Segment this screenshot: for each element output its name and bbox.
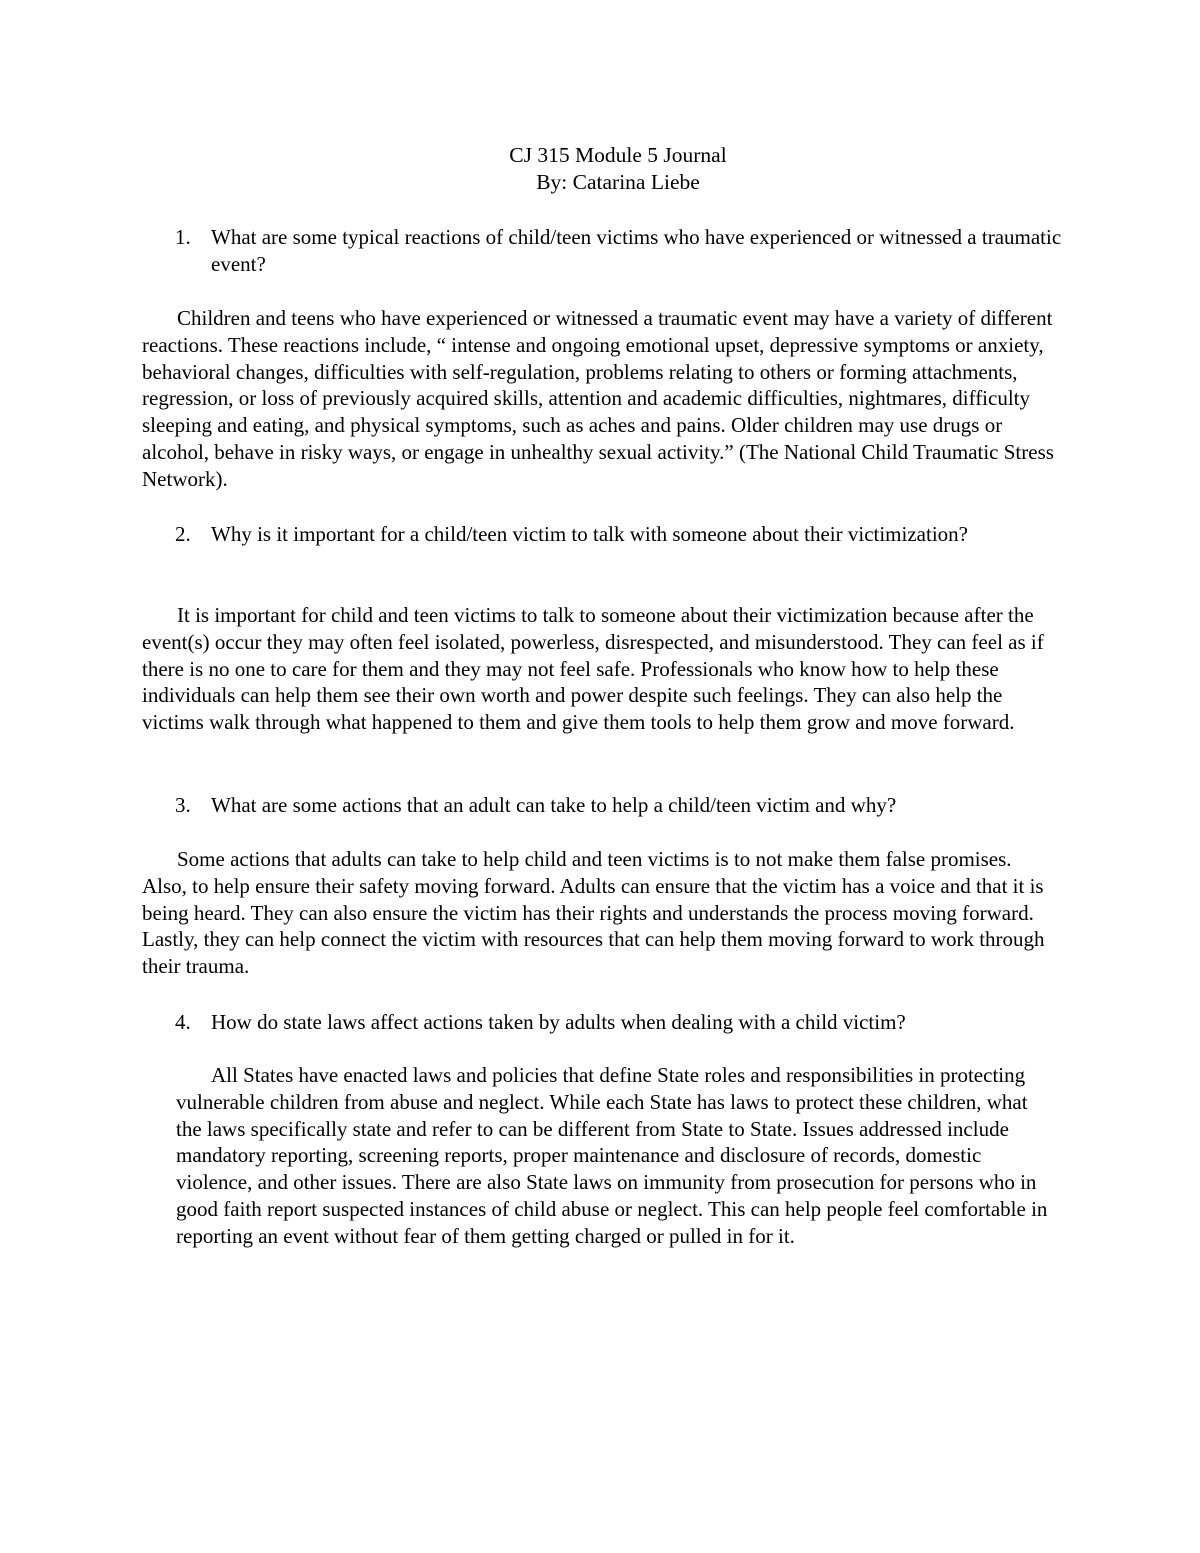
- author-line: By: Catarina Liebe: [536, 170, 700, 194]
- question-text: What are some actions that an adult can take to help a child/teen victim and why?: [211, 793, 897, 817]
- answer-3: Some actions that adults can take to help child and teen victims is to not make them false promises. Also, to help ensure their safety moving forward. Adults can ensure that the victim has a voice and that it is being heard. They can also ensure the victim has their rights and understands the process moving forward. Lastly, they can help connect the victim with resources that can help them moving forward to work through their trauma.: [142, 847, 1045, 979]
- document-header: [0, 142, 1200, 196]
- question-number: 1.: [175, 225, 191, 249]
- question-text: Why is it important for a child/teen victim to talk with someone about their victimization?: [211, 522, 968, 546]
- question-number: 4.: [175, 1010, 191, 1034]
- question-text: What are some typical reactions of child/teen victims who have experienced or witnessed a traumatic event?: [211, 225, 1062, 276]
- question-4: [142, 1009, 1072, 1036]
- question-3: [142, 792, 1072, 819]
- answer-2: It is important for child and teen victims to talk to someone about their victimization because after the event(s) occur they may often feel isolated, powerless, disrespected, and misunderstood. They can feel as if there is no one to care for them and they may not feel safe. Professionals who know how to help these individuals can help them see their own worth and power despite such feelings. They can also help the victims walk through what happened to them and give them tools to help them grow and move forward.: [142, 603, 1044, 735]
- question-text: How do state laws affect actions taken by adults when dealing with a child victim?: [211, 1010, 906, 1034]
- document-title: CJ 315 Module 5 Journal: [509, 143, 727, 167]
- answer-4: All States have enacted laws and policies that define State roles and responsibilities in protecting vulnerable children from abuse and neglect. While each State has laws to protect these children, what the laws specifically state and refer to can be different from State to State. Issues addressed include mandatory reporting, screening reports, proper maintenance and disclosure of records, domestic violence, and other issues. There are also State laws on immunity from prosecution for persons who in good faith report suspected instances of child abuse or neglect. This can help people feel comfortable in reporting an event without fear of them getting charged or pulled in for it.: [176, 1063, 1048, 1248]
- question-2: [142, 521, 1072, 548]
- question-number: 2.: [175, 522, 191, 546]
- question-1: [142, 224, 1072, 278]
- question-number: 3.: [175, 793, 191, 817]
- answer-1: Children and teens who have experienced or witnessed a traumatic event may have a variety of different reactions. These reactions include, “ intense and ongoing emotional upset, depressive symptoms or anxiety, behavioral changes, difficulties with self-regulation, problems relating to others or forming attachments, regression, or loss of previously acquired skills, attention and academic difficulties, nightmares, difficulty sleeping and eating, and physical symptoms, such as aches and pains. Older children may use drugs or alcohol, behave in risky ways, or engage in unhealthy sexual activity.” (The National Child Traumatic Stress Network).: [142, 306, 1054, 491]
